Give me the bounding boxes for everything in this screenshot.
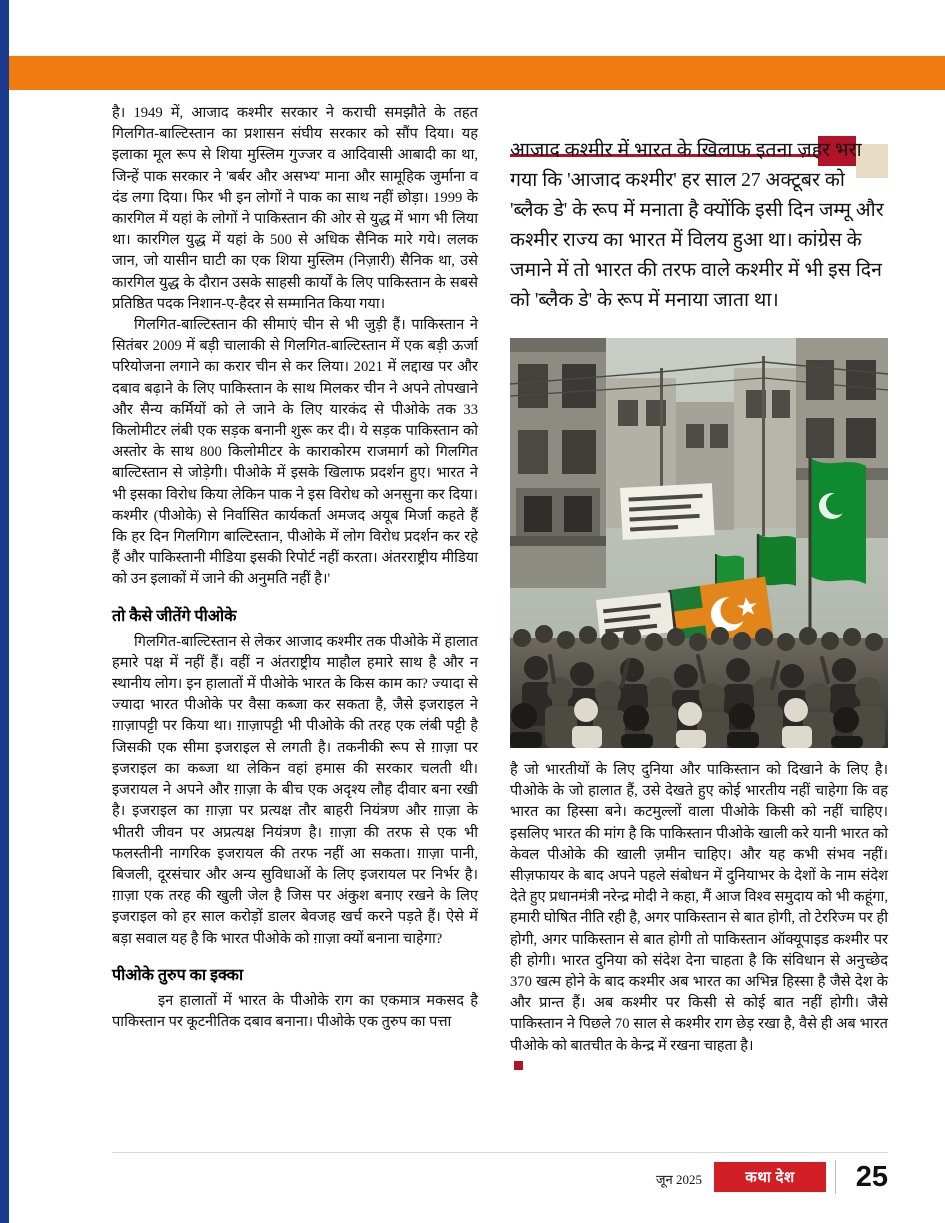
paragraph: इन हालातों में भारत के पीओके राग का एकमात्र मकसद है पाकिस्तान पर कूटनीतिक दबाव बनाना। पीओके एक तुरुप का पत्ता [112, 992, 478, 1030]
top-orange-band [9, 56, 945, 90]
band-underline [9, 90, 945, 100]
issue-date: जून 2025 [655, 1172, 702, 1187]
section-subheading: पीओके तुरुप का इक्का [112, 966, 244, 984]
left-text-column [112, 103, 478, 1033]
magazine-logo: कथा देश [714, 1162, 826, 1192]
paragraph: है। 1949 में, आजाद कश्मीर सरकार ने कराची समझौते के तहत गिलगित-बाल्टिस्तान का प्रशासन संघीय सरकार को सौंप दिया। यह इलाका मूल रूप से शिया मुस्लिम गुज्जर व आदिवासी आबादी का था, जिन्हें पाक सरकार ने 'बर्बर और असभ्य' माना और सामूहिक जुर्माना व दंड लगा दिया। फिर भी इन लोगों ने पाक का साथ नहीं छोड़ा। 1999 के कारगिल में यहां के लोगों ने पाकिस्तान की ओर से युद्ध में भाग भी लिया था। कारगिल युद्ध में यहां के 500 से अधिक सैनिक मारे गये। ललक जान, जो यासीन घाटी का एक शिया मुस्लिम (निज़ारी) सैनिक था, उसे कारगिल युद्ध के दौरान उसके साहसी कार्यों के लिए पाकिस्तान के सबसे प्रतिष्ठित पदक निशान-ए-हैदर से सम्मानित किया गया। [112, 105, 478, 312]
section-subheading: तो कैसे जीतेंगे पीओके [112, 607, 237, 625]
photo-caption-spacer [510, 748, 888, 760]
footer-divider-rule [112, 1152, 888, 1153]
paragraph: गिलगित-बाल्टिस्तान से लेकर आजाद कश्मीर तक पीओके में हालात हमारे पक्ष में नहीं हैं। वहीं न अंतराष्ट्रीय माहौल हमारे साथ है और न स्थानीय लोग। इन हालातों में पीओके भारत के किस काम का? ज्यादा से ज्यादा भारत पीओके पर वैसा कब्जा कर सकता है, जैसे इजराइल ने ग़ाज़ापट्टी पर किया था। ग़ाज़ापट्टी भी पीओके की तरह एक लंबी पट्टी है जिसकी एक सीमा इजराइल से लगती है। तकनीकी रूप से ग़ाज़ा पर इजराइल का कब्जा था लेकिन वहां हमास की सरकार चलती थी। इजरायल ने अपने और ग़ाज़ा के बीच एक अदृश्य लौह दीवार बना रखी है। इजराइल का ग़ाज़ा पर प्रत्यक्ष तौर बाहरी नियंत्रण और ग़ाज़ा के भीतरी जीवन पर अप्रत्यक्ष नियंत्रण है। ग़ाज़ा की तरफ से एक भी फलस्तीनी नागरिक इजरायल की तरफ नहीं आ सकता। ग़ाज़ा पानी, बिजली, दूरसंचार और अन्य सुविधाओं के लिए इजरायल पर निर्भर है। ग़ाज़ा एक तरह की खुली जेल है जिस पर अंकुश बनाए रखने के लिए इजराइल को हर साल करोड़ों डालर बेवजह खर्च करने पड़ते हैं। ऐसे में बड़ा सवाल यह है कि भारत पीओके को ग़ाज़ा क्यों बनाना चाहेगा? [112, 633, 478, 947]
page-footer [112, 1158, 888, 1200]
paragraph: है जो भारतीयों के लिए दुनिया और पाकिस्तान को दिखाने के लिए है। पीओके के जो हालात हैं, उसे देखते हुए कोई भारतीय नहीं चाहेगा कि वह भारत का हिस्सा बने। कटमुल्लों वाला पीओके किसी को नहीं चाहिए। इसलिए भारत की मांग है कि पाकिस्तान पीओके खाली करे यानी भारत को केवल पीओके की खाली ज़मीन चाहिए। और यह कभी संभव नहीं। सीज़फायर के बाद अपने पहले संबोधन में दुनियाभर के देशों के नाम संदेश देते हुए प्रधानमंत्री नरेन्द्र मोदी ने कहा, मैं आज विश्व समुदाय को भी कहूंगा, हमारी घोषित नीति रही है, अगर पाकिस्तान से बात होगी, तो टेररिज्म पर ही होगी, अगर पाकिस्तान से बात होगी तो पाकिस्तान ऑक्यूपाइड कश्मीर पर ही होगी। भारत दुनिया को संदेश देना चाहता है कि संविधान से अनुच्छेद 370 खत्म होने के बाद कश्मीर अब भारत का अभिन्न हिस्सा है जैसे देश के और प्रान्त हैं। अब कश्मीर पर किसी से कोई बात नहीं होगी। जैसे पाकिस्तान ने पिछले 70 साल से कश्मीर राग छेड़ रखा है, वैसे ही अब भारत पीओके को बातचीत के केन्द्र में रखना चाहता है। [510, 762, 888, 1054]
page-content [112, 100, 888, 1145]
pullquote-block [510, 136, 888, 316]
page-number: 25 [855, 1160, 888, 1193]
paragraph: गिलगित-बाल्टिस्तान की सीमाएं चीन से भी जुड़ी हैं। पाकिस्तान ने सितंबर 2009 में बड़ी चालाकी से गिलगित-बाल्टिस्तान में एक बड़ी ऊर्जा परियोजना लगाने का करार चीन से कर लिया। 2021 में लद्दाख पर और दबाव बढ़ाने के लिए पाकिस्तान के साथ मिलकर चीन ने अपने तोपखाने और सैन्य कर्मियों को ले जाने के लिए यारकंद से पीओके तक 33 किलोमीटर लंबी एक सड़क बनानी शुरू कर दी। ये सड़क पाकिस्तान को अस्तोर के साथ 800 किलोमीटर के काराकोरम राजमार्ग को गिलगित बाल्टिस्तान से जोड़ेगी। पीओके में इसके खिलाफ प्रदर्शन हुए। भारत ने भी इसका विरोध किया लेकिन पाक ने इस विरोध को अनसुना कर दिया। कश्मीर (पीओके) से निर्वासित कार्यकर्ता अमजद अयूब मिर्जा कहते हैं कि हर दिन गिलगिाग बाल्टिस्तान, पीओके में लोग विरोध प्रदर्शन कर रहे हैं और पाकिस्तानी मीडिया इसकी रिपोर्ट नहीं करता। अंतरराष्ट्रीय मीडिया को उन इलाकों में जाने की अनुमति नहीं है।' [112, 317, 478, 588]
protest-crowd-illustration [510, 338, 888, 748]
pullquote-text: आजाद कश्मीर में भारत के खिलाफ इतना ज़हर भरा गया कि 'आजाद कश्मीर' हर साल 27 अक्टूबर को 'ब्लैक डे' के रूप में मनाता है क्योंकि इसी दिन जम्मू और कश्मीर राज्य का भारत में विलय हुआ था। कांग्रेस के जमाने में तो भारत की तरफ वाले कश्मीर में भी इस दिन को 'ब्लैक डे' के रूप में मनाया जाता था। [510, 140, 884, 311]
spine-bar [0, 0, 9, 1223]
footer-vertical-rule [835, 1160, 836, 1194]
right-column [510, 100, 888, 1075]
end-mark [514, 1061, 523, 1070]
article-photo [510, 338, 888, 748]
